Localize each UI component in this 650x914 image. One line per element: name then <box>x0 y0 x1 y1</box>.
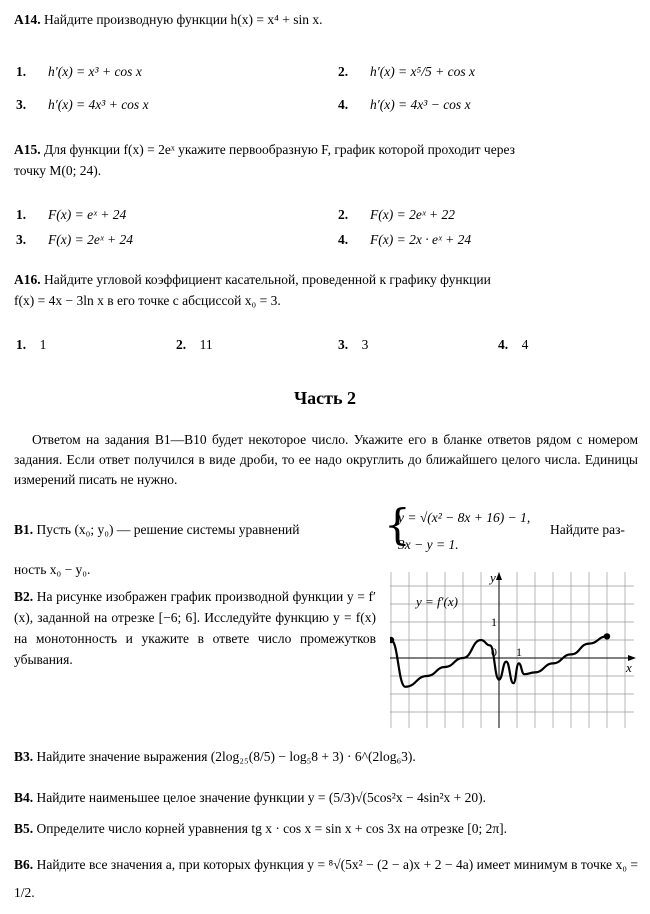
task-b1-line2: ность x₀ − y₀. <box>14 562 91 577</box>
task-a14-title <box>14 12 322 28</box>
system-eq2: 3x − y = 1. <box>398 537 459 552</box>
curve-end-point <box>604 633 610 639</box>
option-1-text: F(x) = eˣ + 24 <box>48 207 127 222</box>
task-a15-line2: точку M(0; 24). <box>14 163 102 178</box>
task-text: Найдите угловой коэффициент касательной, проведенной к графику функции <box>44 272 491 287</box>
option-2: 2. 11 <box>176 337 213 352</box>
option-1-text: h′(x) = x³ + cos x <box>48 64 142 79</box>
y-axis-label: y <box>490 570 496 585</box>
origin-label: 0 <box>491 645 497 659</box>
task-b3: B3. Найдите значение выражения (2log₂₅(8/5) − log₅8 + 3) · 6^(2log₆3). <box>14 749 416 764</box>
option-2: 2. <box>338 207 349 222</box>
option-3: 3. <box>16 97 27 112</box>
task-text: Найдите производную функции h(x) = x⁴ + sin x. <box>44 12 323 27</box>
derivative-graph <box>390 570 640 730</box>
task-text: Для функции f(x) = 2eˣ укажите первообразную F, график которой проходит через <box>44 142 515 157</box>
option-1: 1. <box>16 207 27 222</box>
option-4: 4. 4 <box>498 337 529 352</box>
task-b1-tail: Найдите раз- <box>550 522 625 537</box>
option-3-text: h′(x) = 4x³ + cos x <box>48 97 149 112</box>
task-a16-line2: f(x) = 4x − 3ln x в его точке с абсциссой x₀ = 3. <box>14 293 281 308</box>
option-1: 1. 1 <box>16 337 47 352</box>
unit-x-label: 1 <box>516 645 522 659</box>
task-b1: B1. Пусть (x₀; y₀) — решение системы уравнений <box>14 522 300 537</box>
task-b6: B6. Найдите все значения a, при которых функция y = ⁸√(5x² − (2 − a)x + 2 − 4a) имеет минимум в точке x₀ = 1/2. <box>14 857 638 900</box>
option-2-text: F(x) = 2eˣ + 22 <box>370 207 456 222</box>
option-2: 2. <box>338 64 349 79</box>
task-b2: B2. На рисунке изображен график производной функции y = f′(x), заданной на отрезке [−6; 6]. Исследуйте функцию y = f(x) на монотонность и укажите в ответе число промежутков убывания. <box>14 589 376 667</box>
option-2-text: h′(x) = x⁵/5 + cos x <box>370 64 475 79</box>
y-axis-arrow <box>496 572 502 580</box>
part2-title: Часть 2 <box>293 388 357 408</box>
task-a15-title: A15. Для функции f(x) = 2eˣ укажите первообразную F, график которой проходит через <box>14 142 515 157</box>
part2-intro: Ответом на задания B1—B10 будет некоторое число. Укажите его в бланке ответов рядом с номером задания. Если ответ получился в виде дроби, то ее надо округлить до ближайшего целого числа. Единицы измерений писать не нужно. <box>14 432 638 487</box>
unit-y-label: 1 <box>491 615 497 629</box>
task-a16-title: A16. Найдите угловой коэффициент касательной, проведенной к графику функции <box>14 272 491 287</box>
curve-label: y = f′(x) <box>416 594 458 609</box>
option-4: 4. <box>338 232 349 247</box>
task-label: A14. <box>14 12 41 27</box>
option-3: 3. 3 <box>338 337 369 352</box>
task-b4: B4. Найдите наименьшее целое значение функции y = (5/3)√(5cos²x − 4sin²x + 20). <box>14 790 486 805</box>
system-eq1: y = √(x² − 8x + 16) − 1, <box>398 510 531 525</box>
option-3-text: F(x) = 2eˣ + 24 <box>48 232 134 247</box>
task-b5: B5. Определите число корней уравнения tg x · cos x = sin x + cos 3x на отрезке [0; 2π]. <box>14 821 508 836</box>
x-axis-label: x <box>626 660 632 675</box>
option-4-text: F(x) = 2x · eˣ + 24 <box>370 232 472 247</box>
option-1: 1. <box>16 64 27 79</box>
option-4-text: h′(x) = 4x³ − cos x <box>370 97 471 112</box>
option-4: 4. <box>338 97 349 112</box>
option-3: 3. <box>16 232 27 247</box>
system-brace: { <box>384 500 411 549</box>
